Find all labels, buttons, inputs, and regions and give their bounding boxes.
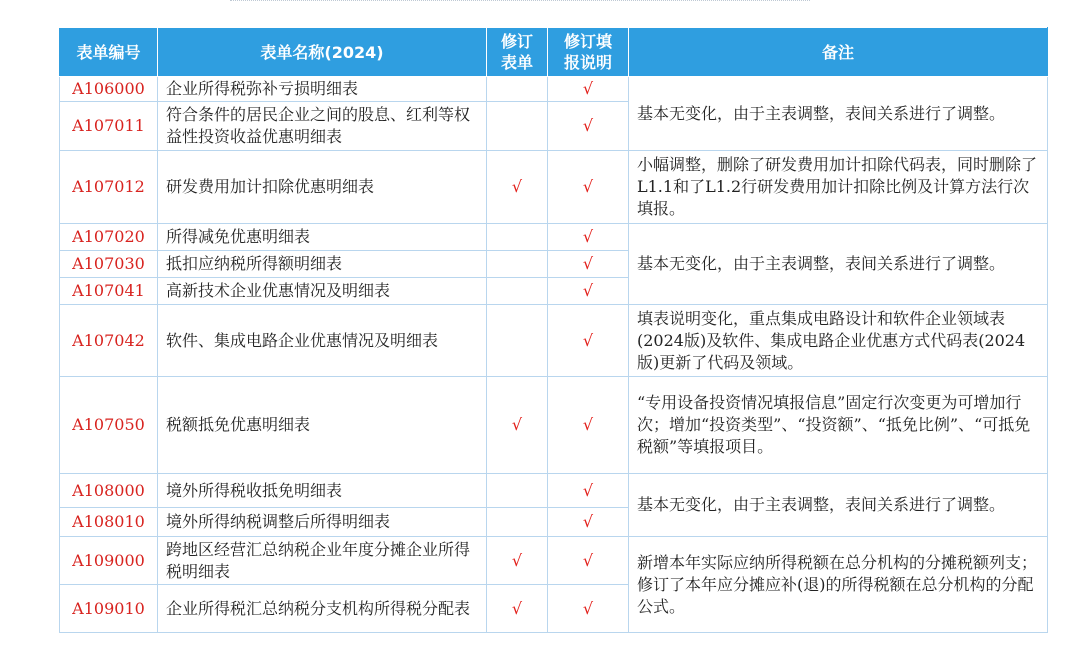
tax-form-revision-table xyxy=(59,27,1048,633)
form-code: A109000 xyxy=(60,537,158,585)
table-row xyxy=(60,537,1048,585)
instruction-revised-check: √ xyxy=(548,224,629,251)
note-cell: 基本无变化，由于主表调整，表间关系进行了调整。 xyxy=(629,77,1048,151)
top-cropped-strip xyxy=(0,0,1080,26)
header-form-revised-line1: 修订 xyxy=(500,32,533,51)
form-code: A107020 xyxy=(60,224,158,251)
form-name: 跨地区经营汇总纳税企业年度分摊企业所得税明细表 xyxy=(158,537,487,585)
instruction-revised-check: √ xyxy=(548,77,629,102)
cropped-text-remnant xyxy=(230,0,810,4)
table-header-row xyxy=(60,28,1048,77)
header-form-revised-line2: 表单 xyxy=(500,53,533,72)
instruction-revised-check: √ xyxy=(548,151,629,224)
note-cell: 小幅调整，删除了研发费用加计扣除代码表，同时删除了L1.1和了L1.2行研发费用加计扣除比例及计算方法行次填报。 xyxy=(629,151,1048,224)
table-row xyxy=(60,224,1048,251)
form-code: A107011 xyxy=(60,102,158,151)
form-name: 境外所得纳税调整后所得明细表 xyxy=(158,508,487,537)
form-revised-check xyxy=(487,474,548,508)
table-row xyxy=(60,77,1048,102)
form-name: 抵扣应纳税所得额明细表 xyxy=(158,251,487,278)
instruction-revised-check: √ xyxy=(548,251,629,278)
form-code: A108010 xyxy=(60,508,158,537)
note-cell: 基本无变化，由于主表调整，表间关系进行了调整。 xyxy=(629,224,1048,305)
form-code: A107041 xyxy=(60,278,158,305)
instruction-revised-check: √ xyxy=(548,278,629,305)
instruction-revised-check: √ xyxy=(548,585,629,633)
form-code: A107042 xyxy=(60,305,158,377)
note-cell: 基本无变化，由于主表调整，表间关系进行了调整。 xyxy=(629,474,1048,537)
header-form-code: 表单编号 xyxy=(60,28,158,77)
form-revised-check: √ xyxy=(487,537,548,585)
form-name: 软件、集成电路企业优惠情况及明细表 xyxy=(158,305,487,377)
form-revised-check xyxy=(487,278,548,305)
form-revised-check xyxy=(487,508,548,537)
form-name: 研发费用加计扣除优惠明细表 xyxy=(158,151,487,224)
form-name: 所得减免优惠明细表 xyxy=(158,224,487,251)
note-cell: “专用设备投资情况填报信息”固定行次变更为可增加行次；增加“投资类型”、“投资额”、“抵免比例”、“可抵免税额”等填报项目。 xyxy=(629,377,1048,474)
instruction-revised-check: √ xyxy=(548,305,629,377)
instruction-revised-check: √ xyxy=(548,102,629,151)
form-name: 企业所得税弥补亏损明细表 xyxy=(158,77,487,102)
form-revised-check xyxy=(487,251,548,278)
form-revised-check: √ xyxy=(487,151,548,224)
instruction-revised-check: √ xyxy=(548,474,629,508)
form-code: A106000 xyxy=(60,77,158,102)
form-revised-check xyxy=(487,77,548,102)
form-name: 企业所得税汇总纳税分支机构所得税分配表 xyxy=(158,585,487,633)
form-name: 符合条件的居民企业之间的股息、红利等权益性投资收益优惠明细表 xyxy=(158,102,487,151)
instruction-revised-check: √ xyxy=(548,537,629,585)
header-instruction-revised xyxy=(548,28,629,77)
form-code: A107050 xyxy=(60,377,158,474)
header-instruction-revised-line1: 修订填 xyxy=(563,32,612,51)
form-code: A107012 xyxy=(60,151,158,224)
header-instruction-revised-line2: 报说明 xyxy=(563,53,612,72)
note-cell: 填表说明变化，重点集成电路设计和软件企业领域表(2024版)及软件、集成电路企业优惠方式代码表(2024版)更新了代码及领域。 xyxy=(629,305,1048,377)
form-revised-check xyxy=(487,305,548,377)
header-form-revised xyxy=(487,28,548,77)
form-code: A109010 xyxy=(60,585,158,633)
form-name: 境外所得税收抵免明细表 xyxy=(158,474,487,508)
form-revised-check: √ xyxy=(487,585,548,633)
form-name: 税额抵免优惠明细表 xyxy=(158,377,487,474)
instruction-revised-check: √ xyxy=(548,508,629,537)
table-row xyxy=(60,377,1048,474)
table-row xyxy=(60,474,1048,508)
form-name: 高新技术企业优惠情况及明细表 xyxy=(158,278,487,305)
form-revised-check xyxy=(487,102,548,151)
form-code: A107030 xyxy=(60,251,158,278)
note-cell: 新增本年实际应纳所得税额在总分机构的分摊税额列支；修订了本年应分摊应补(退)的所得税额在总分机构的分配公式。 xyxy=(629,537,1048,633)
instruction-revised-check: √ xyxy=(548,377,629,474)
form-revised-check: √ xyxy=(487,377,548,474)
table-row xyxy=(60,151,1048,224)
form-code: A108000 xyxy=(60,474,158,508)
header-note: 备注 xyxy=(629,28,1048,77)
form-revised-check xyxy=(487,224,548,251)
table-row xyxy=(60,305,1048,377)
header-form-name: 表单名称(2024) xyxy=(158,28,487,77)
